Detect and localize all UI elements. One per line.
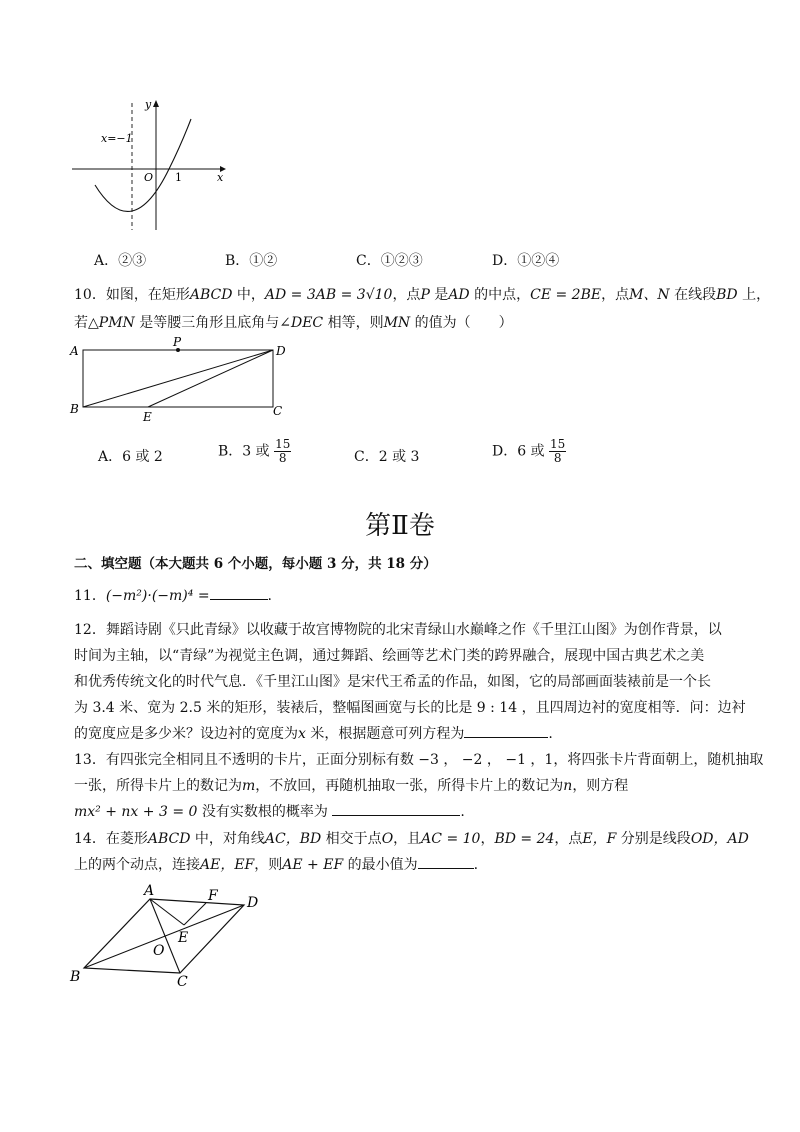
label-b: B <box>70 969 81 985</box>
q12-paragraph <box>74 617 746 747</box>
rectangle-figure <box>68 335 298 425</box>
section-title: 第Ⅱ卷 <box>365 511 435 541</box>
answer-blank[interactable] <box>418 856 474 869</box>
y-axis-arrow <box>153 100 159 107</box>
symmetry-axis-label: x=−1 <box>101 132 133 145</box>
x-axis-label: x <box>217 171 224 184</box>
q11-line: 11．(−m²)·(−m)⁴ = . <box>74 588 272 604</box>
fraction-15-8: $\frac{15}{8}$ <box>550 437 566 465</box>
q10-option-d: D．6 或 $\frac{15}{8}$ <box>492 437 566 465</box>
q13-line-1: 13．有四张完全相同且不透明的卡片，正面分别标有数 −3 ， −2 ， −1 ，1，将四张卡片背面朝上，随机抽取 <box>74 752 764 768</box>
segment-bd <box>83 350 273 407</box>
segment-ed <box>148 350 273 407</box>
fraction-15-8: $\frac{15}{8}$ <box>275 437 291 465</box>
origin-label: O <box>144 171 154 184</box>
q12-line-1: 12．舞蹈诗剧《只此青绿》以收藏于故宫博物院的北宋青绿山水巅峰之作《千里江山图》为创作背景，以 <box>74 622 722 638</box>
y-axis-label: y <box>145 98 152 111</box>
label-d: D <box>247 895 259 911</box>
label-o: O <box>153 943 165 959</box>
q12-line-5: 的宽度应是多少米？设边衬的宽度为x 米，根据题意可列方程为 . <box>74 726 553 742</box>
label-p: P <box>173 335 182 349</box>
q9-option-d: D．①②④ <box>492 253 560 269</box>
label-c: C <box>273 404 283 418</box>
label-e: E <box>143 410 152 424</box>
rhombus-figure <box>66 880 276 990</box>
q10-option-c: C．2 或 3 <box>354 449 420 465</box>
q13-line-2: 一张，所得卡片上的数记为m，不放回，再随机抽取一张，所得卡片上的数记为n，则方程 <box>74 778 629 794</box>
q10-line-1: 10．如图，在矩形ABCD 中，AD = 3AB = 3√10，点P 是AD 的中点，CE = 2BE，点M、N 在线段BD 上， <box>74 287 771 303</box>
tick-one-label: 1 <box>175 171 182 184</box>
label-d: D <box>276 344 286 358</box>
q12-line-4: 为 3.4 米、宽为 2.5 米的矩形，装裱后，整幅图画宽与长的比是 9 : 14 ，且四周边衬的宽度相等．问：边衬 <box>74 700 746 716</box>
answer-blank[interactable] <box>464 725 548 738</box>
q9-option-c: C．①②③ <box>356 253 423 269</box>
label-a: A <box>144 883 155 899</box>
answer-blank[interactable] <box>332 803 460 816</box>
q9-option-b: B．①② <box>225 253 278 269</box>
q14-line-1: 14．在菱形ABCD 中，对角线AC，BD 相交于点O，且AC = 10，BD = 24，点E，F 分别是线段OD，AD <box>74 831 749 847</box>
label-f: F <box>208 888 218 904</box>
q14-paragraph <box>74 826 749 878</box>
q12-line-2: 时间为主轴，以“青绿”为视觉主色调，通过舞蹈、绘画等艺术门类的跨界融合，展现中国古典艺术之美 <box>74 648 705 664</box>
q12-line-3: 和优秀传统文化的时代气息．《千里江山图》是宋代王希孟的作品，如图，它的局部画面装裱前是一个长 <box>74 674 711 690</box>
label-c: C <box>177 974 188 990</box>
label-a: A <box>70 344 79 358</box>
label-b: B <box>70 402 79 416</box>
answer-blank[interactable] <box>210 587 268 600</box>
q13-paragraph <box>74 747 764 825</box>
q9-option-a: A．②③ <box>94 253 147 269</box>
q10-line-2: 若△PMN 是等腰三角形且底角与∠DEC 相等，则MN 的值为（ ） <box>74 315 513 331</box>
q10-option-a: A．6 或 2 <box>98 449 163 465</box>
q13-line-3: mx² + nx + 3 = 0 没有实数根的概率为 . <box>74 804 465 820</box>
label-e: E <box>178 930 189 946</box>
section-heading: 二、填空题（本大题共 6 个小题，每小题 3 分，共 18 分） <box>74 556 437 572</box>
parabola-graph <box>65 95 235 235</box>
q14-line-2: 上的两个动点，连接AE，EF，则AE + EF 的最小值为 . <box>74 857 479 873</box>
q10-option-b: B．3 或 $\frac{15}{8}$ <box>218 437 291 465</box>
